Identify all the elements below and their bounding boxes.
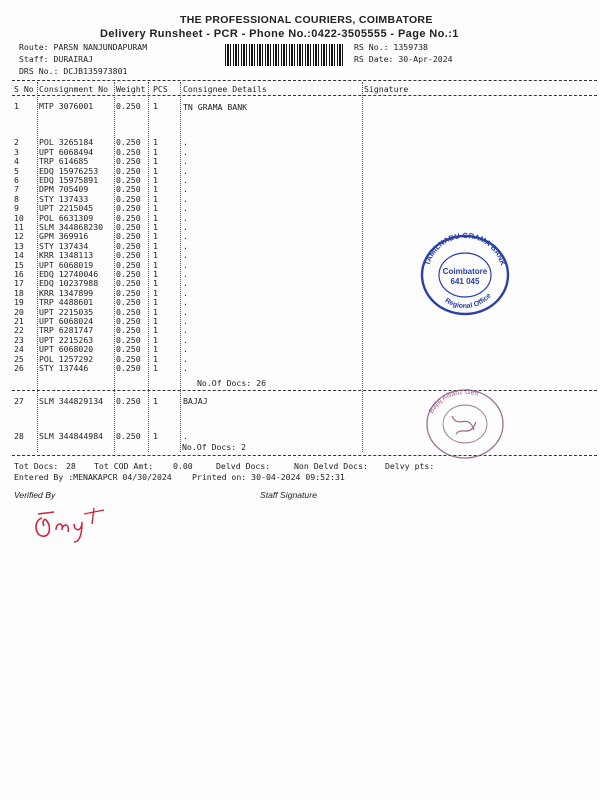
row-sno: 15 — [14, 259, 24, 270]
barcode — [225, 44, 343, 66]
rs-number: RS No.: 1359738 — [354, 42, 428, 52]
row-weight: 0.250 — [116, 306, 141, 317]
consignee-name: TN GRAMA BANK — [183, 102, 248, 112]
row-consignee-detail: . — [183, 175, 188, 185]
row-consignment-no: STY 137434 — [39, 240, 89, 251]
row-pcs: 1 — [153, 269, 158, 279]
no-of-docs: No.Of Docs: 26 — [197, 378, 267, 388]
row-sno: 5 — [14, 165, 19, 176]
row-consignee-detail: . — [183, 240, 188, 251]
row-sno: 1 — [14, 101, 19, 111]
row-pcs: 1 — [153, 193, 158, 204]
row-sno: 24 — [14, 344, 24, 355]
row-consignee-detail: . — [183, 165, 188, 176]
row-consignment-no: EDQ 10237988 — [39, 278, 99, 289]
row-consignee-detail: . — [183, 193, 188, 204]
row-consignment-no: STY 137446 — [39, 363, 89, 373]
row-sno: 17 — [14, 278, 24, 289]
row-consignee-detail: . — [183, 353, 188, 364]
row-consignee-detail: . — [183, 431, 188, 442]
row-weight: 0.250 — [116, 101, 141, 111]
table-row — [0, 431, 600, 441]
row-consignee-detail: . — [183, 259, 188, 270]
row-consignee-detail: . — [183, 297, 188, 308]
row-sno: 20 — [14, 306, 24, 317]
row-weight: 0.250 — [116, 250, 141, 261]
group-rule — [12, 390, 597, 391]
row-consignment-no: SLM 344844984 — [39, 431, 104, 442]
row-weight: 0.250 — [116, 222, 141, 232]
row-consignment-no: TRP 6281747 — [39, 325, 94, 336]
row-pcs: 1 — [153, 137, 158, 148]
total-cod-value: 0.00 — [173, 461, 193, 471]
row-weight: 0.250 — [116, 431, 141, 442]
row-consignee-detail: . — [183, 287, 188, 298]
row-pcs: 1 — [153, 344, 158, 355]
row-pcs: 1 — [153, 396, 158, 406]
entered-by: Entered By :MENAKAPCR 04/30/2024 — [14, 472, 172, 482]
row-consignee-detail: . — [183, 306, 188, 317]
total-docs-value: 28 — [66, 461, 76, 471]
row-consignment-no: UPT 6068024 — [39, 316, 94, 326]
stamp-office-text: Regional Office — [443, 292, 493, 311]
row-consignee-detail: . — [183, 363, 188, 373]
row-consignment-no: SLM 344829134 — [39, 396, 104, 406]
row-weight: 0.250 — [116, 175, 141, 185]
row-weight: 0.250 — [116, 353, 141, 364]
row-weight: 0.250 — [116, 231, 141, 242]
printed-on: Printed on: 30-04-2024 09:52:31 — [192, 472, 345, 482]
row-consignee-detail: . — [183, 156, 188, 167]
row-pcs: 1 — [153, 240, 158, 251]
row-pcs: 1 — [153, 146, 158, 157]
row-pcs: 1 — [153, 165, 158, 176]
row-consignment-no: EDQ 12740046 — [39, 269, 99, 279]
row-consignment-no: UPT 2215263 — [39, 334, 94, 345]
row-pcs: 1 — [153, 184, 158, 195]
row-weight: 0.250 — [116, 193, 141, 204]
table-row — [0, 101, 600, 111]
row-pcs: 1 — [153, 287, 158, 298]
row-consignment-no: EDQ 15976253 — [39, 165, 99, 176]
column-header-row — [0, 84, 600, 94]
row-consignee-detail: . — [183, 269, 188, 279]
row-consignment-no: UPT 6068019 — [39, 259, 94, 270]
drs-number: DRS No.: DCJB135973801 — [19, 66, 128, 76]
row-consignee-detail: . — [183, 222, 188, 232]
group-rule — [12, 455, 597, 456]
col-consignment: Consignment No — [39, 84, 109, 94]
col-weight: Weight — [116, 84, 146, 94]
row-sno: 4 — [14, 156, 19, 167]
row-sno: 27 — [14, 396, 24, 406]
total-cod-label: Tot COD Amt: — [94, 461, 154, 471]
row-weight: 0.250 — [116, 396, 141, 406]
row-consignee-detail: . — [183, 231, 188, 242]
col-pcs: PCS — [153, 84, 168, 94]
row-pcs: 1 — [153, 316, 158, 326]
row-consignee-detail: . — [183, 334, 188, 345]
row-sno: 14 — [14, 250, 24, 261]
row-pcs: 1 — [153, 297, 158, 308]
col-sno: S No — [14, 84, 34, 94]
row-weight: 0.250 — [116, 184, 141, 195]
row-pcs: 1 — [153, 203, 158, 214]
row-sno: 25 — [14, 353, 24, 364]
row-consignment-no: KRR 1348113 — [39, 250, 94, 261]
row-consignee-detail: . — [183, 344, 188, 355]
row-sno: 9 — [14, 203, 19, 214]
row-consignee-detail: . — [183, 184, 188, 195]
row-consignment-no: POL 3265184 — [39, 137, 94, 148]
row-sno: 28 — [14, 431, 24, 442]
delivery-points-label: Delvy pts: — [385, 461, 435, 471]
row-sno: 7 — [14, 184, 19, 195]
bank-seal-stamp — [418, 232, 512, 318]
row-pcs: 1 — [153, 250, 158, 261]
row-consignment-no: UPT 2215035 — [39, 306, 94, 317]
row-pcs: 1 — [153, 278, 158, 289]
row-pcs: 1 — [153, 353, 158, 364]
row-pcs: 1 — [153, 175, 158, 185]
row-pcs: 1 — [153, 259, 158, 270]
row-weight: 0.250 — [116, 156, 141, 167]
total-docs-label: Tot Docs: — [14, 461, 59, 471]
row-weight: 0.250 — [116, 165, 141, 176]
row-sno: 21 — [14, 316, 24, 326]
col-signature: Signature — [364, 84, 409, 94]
row-sno: 13 — [14, 240, 24, 251]
stamp-pin: 641 045 — [450, 277, 480, 286]
row-consignee-detail: . — [183, 278, 188, 289]
header-bottom-rule — [12, 95, 597, 96]
row-weight: 0.250 — [116, 287, 141, 298]
consignee-name: BAJAJ — [183, 396, 208, 406]
row-sno: 8 — [14, 193, 19, 204]
row-weight: 0.250 — [116, 297, 141, 308]
row-weight: 0.250 — [116, 203, 141, 214]
col-consignee: Consignee Details — [183, 84, 267, 94]
row-consignee-detail: . — [183, 316, 188, 326]
row-weight: 0.250 — [116, 269, 141, 279]
bajaj-seal-stamp — [422, 386, 508, 460]
row-weight: 0.250 — [116, 334, 141, 345]
row-consignee-detail: . — [183, 250, 188, 261]
row-consignment-no: UPT 6068494 — [39, 146, 94, 157]
row-sno: 3 — [14, 146, 19, 157]
table-row — [0, 396, 600, 406]
row-consignment-no: MTP 3076001 — [39, 101, 94, 111]
row-pcs: 1 — [153, 212, 158, 223]
row-sno: 18 — [14, 287, 24, 298]
row-consignment-no: SLM 344868230 — [39, 222, 104, 232]
row-pcs: 1 — [153, 156, 158, 167]
row-pcs: 1 — [153, 363, 158, 373]
row-pcs: 1 — [153, 431, 158, 442]
row-consignment-no: UPT 2215045 — [39, 203, 94, 214]
row-sno: 16 — [14, 269, 24, 279]
row-consignment-no: KRR 1347899 — [39, 287, 94, 298]
row-sno: 26 — [14, 363, 24, 373]
stamp2-outer-text: Bajaj Allianz Gen — [428, 388, 480, 415]
no-of-docs: No.Of Docs: 2 — [182, 442, 247, 452]
row-weight: 0.250 — [116, 344, 141, 355]
row-sno: 23 — [14, 334, 24, 345]
row-pcs: 1 — [153, 231, 158, 242]
runsheet-subtitle: Delivery Runsheet - PCR - Phone No.:0422-3505555 - Page No.:1 — [100, 28, 459, 40]
row-weight: 0.250 — [116, 240, 141, 251]
row-weight: 0.250 — [116, 316, 141, 326]
row-sno: 19 — [14, 297, 24, 308]
row-consignment-no: UPT 6068020 — [39, 344, 94, 355]
row-sno: 6 — [14, 175, 19, 185]
row-sno: 2 — [14, 137, 19, 148]
row-consignee-detail: . — [183, 137, 188, 148]
row-consignment-no: POL 1257292 — [39, 353, 94, 364]
row-consignment-no: TRP 4488601 — [39, 297, 94, 308]
delivered-docs-label: Delvd Docs: — [216, 461, 271, 471]
table-row — [0, 363, 600, 373]
row-sno: 11 — [14, 222, 24, 232]
row-weight: 0.250 — [116, 212, 141, 223]
row-consignee-detail: . — [183, 325, 188, 336]
header-top-rule — [12, 80, 597, 81]
row-weight: 0.250 — [116, 146, 141, 157]
company-name: THE PROFESSIONAL COURIERS, COIMBATORE — [180, 14, 433, 26]
staff-signature-label: Staff Signature — [260, 490, 317, 500]
row-pcs: 1 — [153, 325, 158, 336]
row-consignment-no: POL 6631309 — [39, 212, 94, 223]
row-consignment-no: DPM 705409 — [39, 184, 89, 195]
row-consignment-no: EDQ 15975891 — [39, 175, 99, 185]
row-sno: 10 — [14, 212, 24, 223]
handwritten-signature — [30, 500, 110, 545]
row-consignment-no: GPM 369916 — [39, 231, 89, 242]
stamp-city: Coimbatore — [442, 267, 488, 276]
row-pcs: 1 — [153, 334, 158, 345]
rs-date: RS Date: 30-Apr-2024 — [354, 54, 453, 64]
row-sno: 22 — [14, 325, 24, 336]
row-pcs: 1 — [153, 101, 158, 111]
row-weight: 0.250 — [116, 278, 141, 289]
verified-by-label: Verified By — [14, 490, 56, 500]
row-weight: 0.250 — [116, 325, 141, 336]
row-consignment-no: TRP 614685 — [39, 156, 89, 167]
row-consignee-detail: . — [183, 146, 188, 157]
row-consignee-detail: . — [183, 203, 188, 214]
route-label: Route: PARSN NANJUNDAPURAM — [19, 42, 148, 52]
row-weight: 0.250 — [116, 363, 141, 373]
row-weight: 0.250 — [116, 137, 141, 148]
row-pcs: 1 — [153, 222, 158, 232]
row-weight: 0.250 — [116, 259, 141, 270]
stamp-outer-text: TAMILNADU GRAMA BANK — [422, 232, 508, 267]
row-consignee-detail: . — [183, 212, 188, 223]
row-consignment-no: STY 137433 — [39, 193, 89, 204]
row-sno: 12 — [14, 231, 24, 242]
staff-label: Staff: DURAIRAJ — [19, 54, 93, 64]
row-pcs: 1 — [153, 306, 158, 317]
non-delivered-docs-label: Non Delvd Docs: — [294, 461, 368, 471]
